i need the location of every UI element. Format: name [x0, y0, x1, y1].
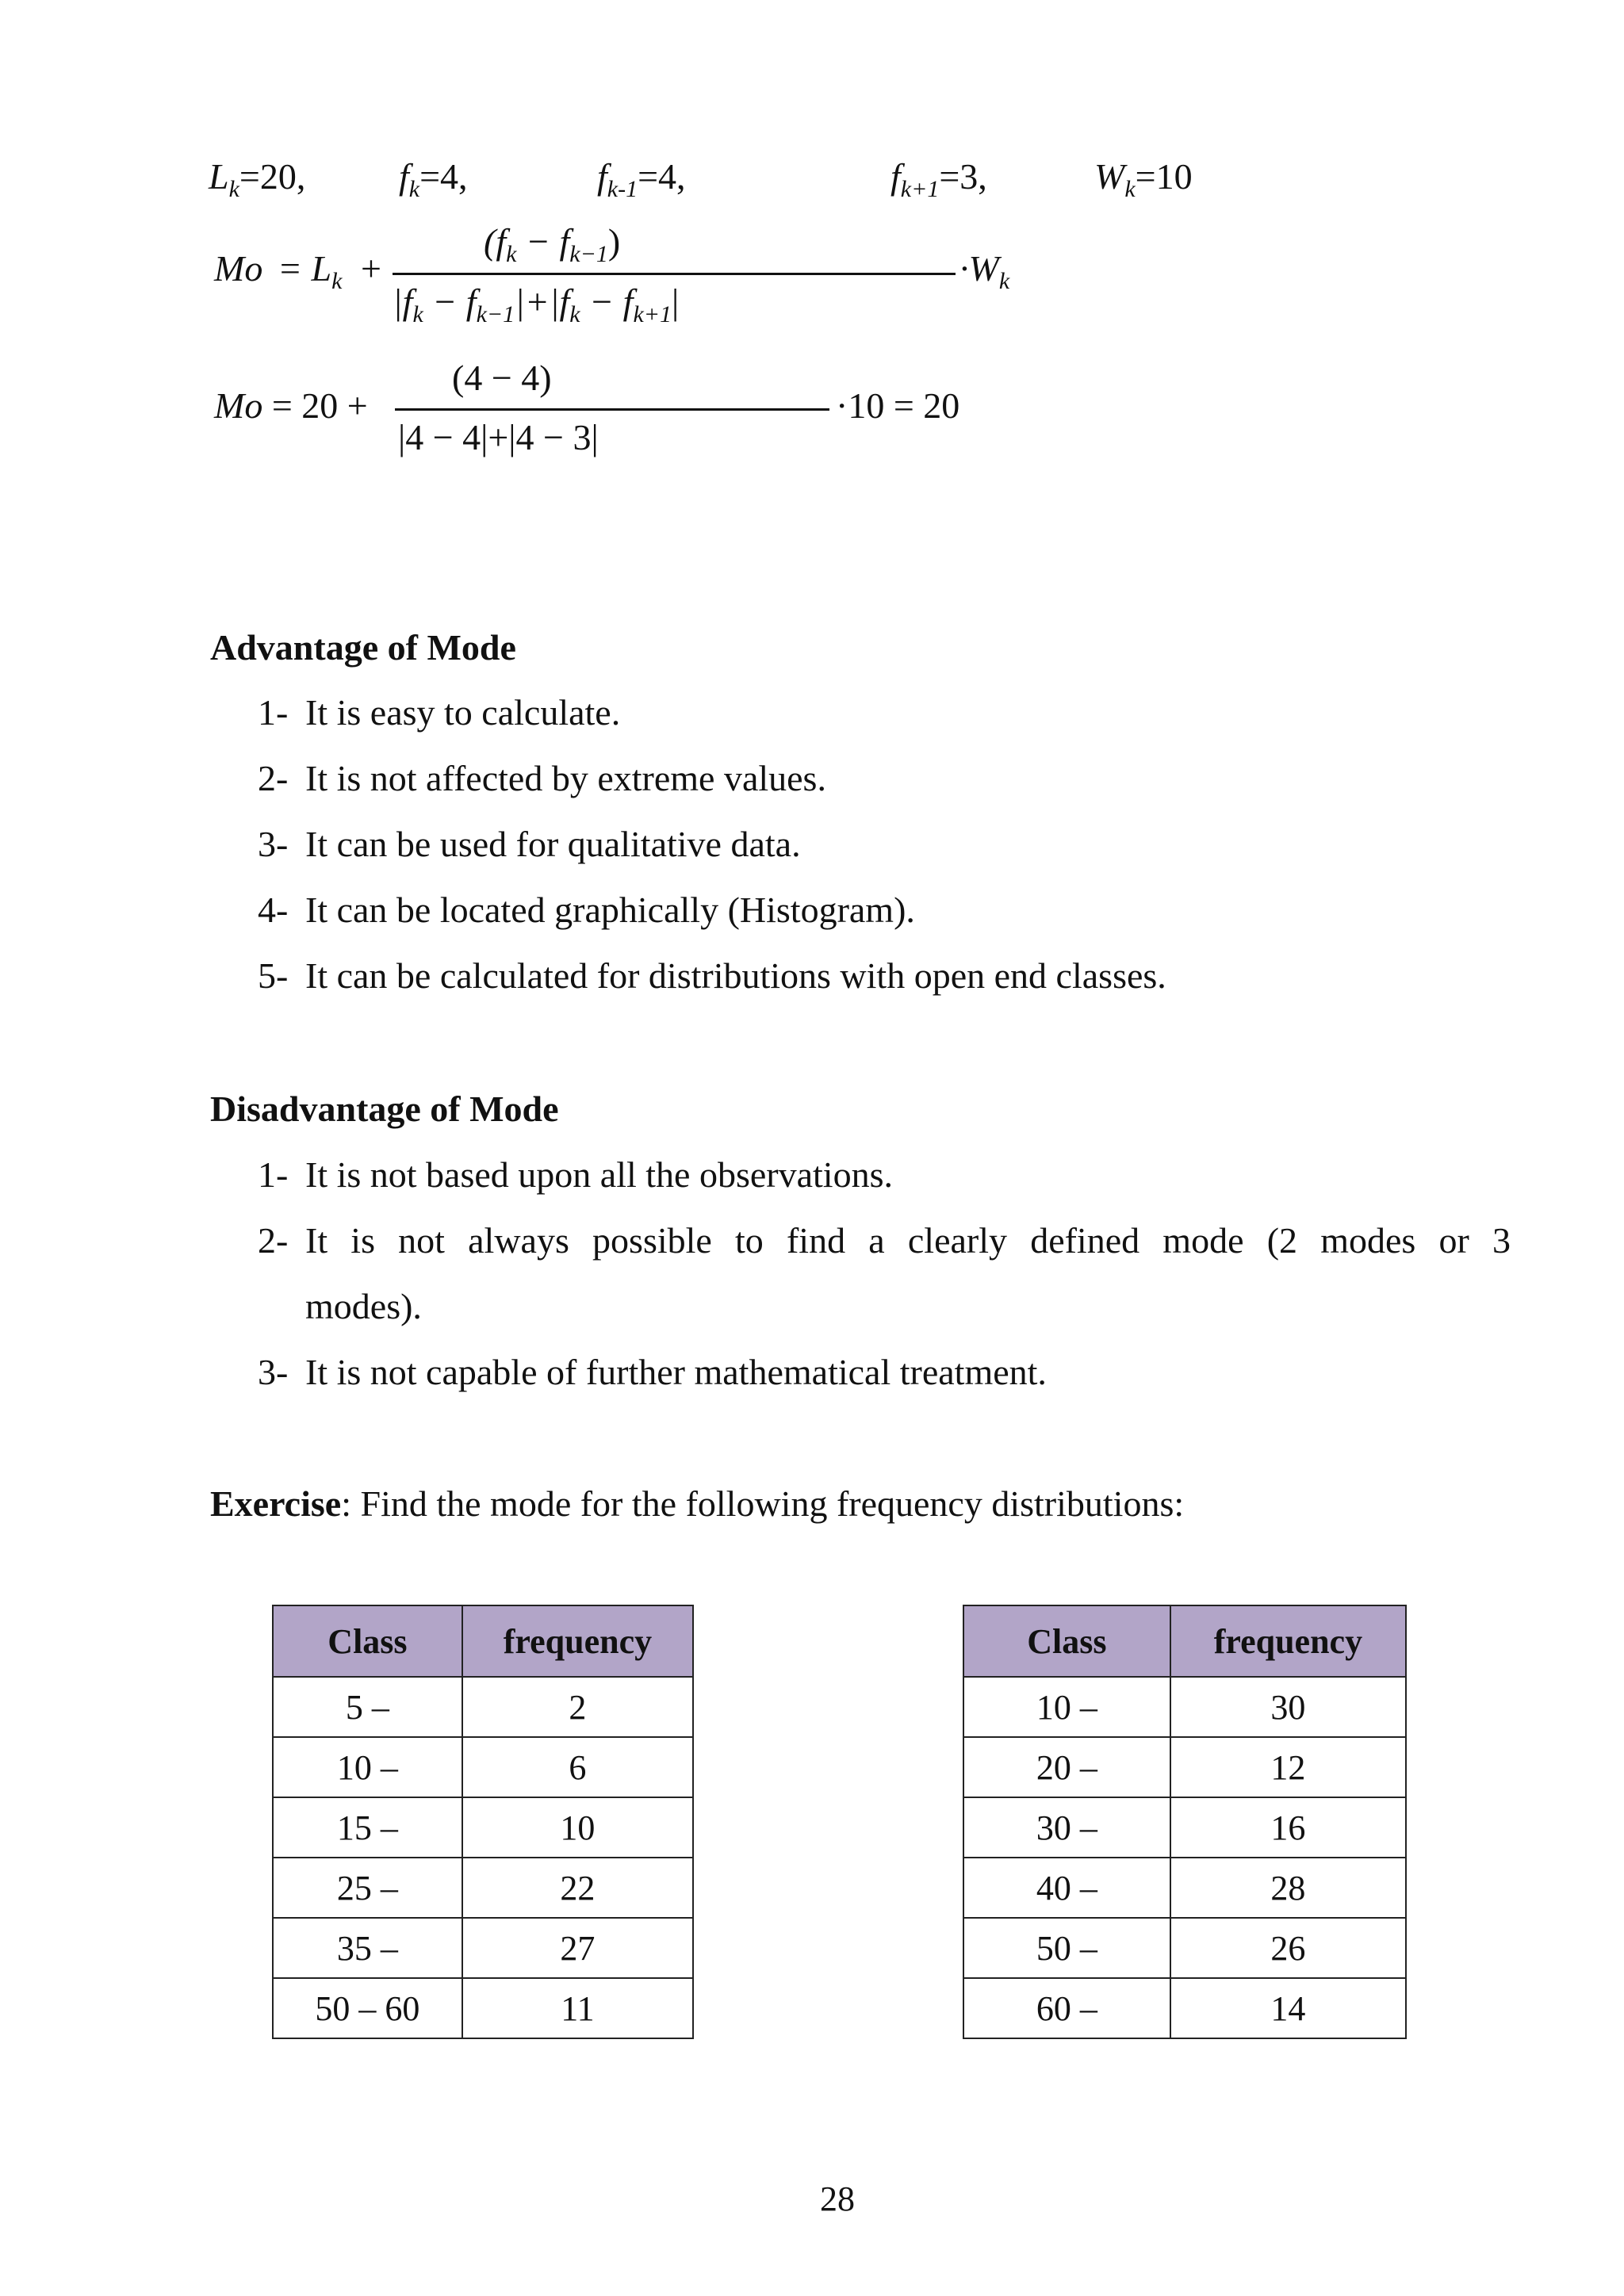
mode-formula: [214, 221, 1010, 335]
class-cell: 25 –: [273, 1858, 462, 1918]
disadvantage-item-text: It is not capable of further mathematical treatment.: [305, 1352, 1047, 1392]
disadvantage-item-number: 2-: [258, 1220, 289, 1261]
class-cell: 10 –: [273, 1737, 462, 1797]
table-row: [963, 1978, 1406, 2038]
table-row: [273, 1858, 693, 1918]
advantage-item-text: It is not affected by extreme values.: [305, 758, 826, 798]
formula-fraction-bar: [393, 273, 956, 275]
advantage-item-number: 1-: [258, 692, 289, 733]
given-fk: $f_k=4$,: [399, 156, 468, 202]
frequency-cell: 16: [1170, 1797, 1406, 1858]
table-row: [273, 1978, 693, 2038]
frequency-table-2: [963, 1605, 1407, 2039]
table-row: [963, 1918, 1406, 1978]
formula-mo: Mo: [214, 248, 263, 289]
given-lk: $L_k=20$,: [209, 156, 306, 202]
advantages-heading: Advantage of Mode: [210, 627, 516, 668]
disadvantages-heading: Disadvantage of Mode: [210, 1089, 559, 1129]
page-number: 28: [820, 2179, 855, 2218]
advantage-item-text: It is easy to calculate.: [305, 692, 621, 733]
class-cell: 50 – 60: [273, 1978, 462, 2038]
disadvantage-item-text: It is not always possible to find a clearly defined mode (2 modes or 3: [305, 1220, 1511, 1261]
given-wk: $W_k=10$: [1094, 156, 1193, 202]
class-cell: 30 –: [963, 1797, 1170, 1858]
class-cell: 20 –: [963, 1737, 1170, 1797]
given-fk-plus-1: $f_{k+1}=3$,: [891, 156, 987, 202]
advantage-item-number: 5-: [258, 955, 289, 996]
class-cell: 35 –: [273, 1918, 462, 1978]
advantage-item-text: It can be located graphically (Histogram).: [305, 890, 915, 930]
exercise-label: Exercise: [210, 1483, 342, 1524]
frequency-cell: 6: [462, 1737, 693, 1797]
frequency-cell: 14: [1170, 1978, 1406, 2038]
disadvantage-item-continuation: modes).: [305, 1286, 422, 1326]
table1-header-frequency: frequency: [462, 1605, 693, 1677]
calc-lhs: Mo = 20 +: [214, 385, 368, 426]
frequency-cell: 11: [462, 1978, 693, 2038]
frequency-cell: 22: [462, 1858, 693, 1918]
frequency-cell: 10: [462, 1797, 693, 1858]
frequency-cell: 2: [462, 1677, 693, 1737]
table-row: [963, 1797, 1406, 1858]
table-row: [273, 1737, 693, 1797]
disadvantage-item-number: 1-: [258, 1154, 289, 1195]
class-cell: 50 –: [963, 1918, 1170, 1978]
table-row: [963, 1677, 1406, 1737]
advantage-item-number: 2-: [258, 758, 289, 798]
frequency-table-1: [272, 1605, 694, 2039]
table1-header-class: Class: [273, 1605, 462, 1677]
table-row: [963, 1858, 1406, 1918]
table-row: [273, 1797, 693, 1858]
disadvantage-item-text: It is not based upon all the observations.: [305, 1154, 893, 1195]
class-cell: 15 –: [273, 1797, 462, 1858]
formula-equals-lk: = $L_k$: [278, 248, 343, 294]
formula-denominator: $|f_k - f_{k-1}|+|f_k - f_{k+1}|$: [393, 281, 680, 327]
table-row: [273, 1677, 693, 1737]
exercise-line: [210, 1483, 1184, 1525]
formula-numerator: $(f_k - f_{k-1})$: [484, 221, 621, 267]
class-cell: 10 –: [963, 1677, 1170, 1737]
frequency-cell: 28: [1170, 1858, 1406, 1918]
advantage-item-text: It can be calculated for distributions with open end classes.: [305, 955, 1166, 996]
class-cell: 5 –: [273, 1677, 462, 1737]
formula-times-wk: $\cdot W_k$: [959, 248, 1010, 294]
frequency-cell: 27: [462, 1918, 693, 1978]
table-row: [963, 1737, 1406, 1797]
disadvantage-item-number: 3-: [258, 1352, 289, 1392]
exercise-text: : Find the mode for the following frequency distributions:: [341, 1483, 1185, 1524]
calc-numerator: (4 − 4): [452, 358, 552, 398]
calc-fraction-bar: [395, 408, 829, 411]
advantage-item-number: 3-: [258, 824, 289, 864]
table-row: [273, 1918, 693, 1978]
frequency-cell: 12: [1170, 1737, 1406, 1797]
given-fk-minus-1: $f_{k-1}=4$,: [597, 156, 686, 202]
table2-header-class: Class: [963, 1605, 1170, 1677]
frequency-cell: 30: [1170, 1677, 1406, 1737]
class-cell: 40 –: [963, 1858, 1170, 1918]
frequency-cell: 26: [1170, 1918, 1406, 1978]
mode-calculation: [214, 358, 960, 472]
table2-header-frequency: frequency: [1170, 1605, 1406, 1677]
formula-plus: +: [361, 248, 381, 289]
class-cell: 60 –: [963, 1978, 1170, 2038]
calc-rhs: ·10 = 20: [836, 385, 960, 426]
advantage-item-text: It can be used for qualitative data.: [305, 824, 801, 864]
advantage-item-number: 4-: [258, 890, 289, 930]
calc-denominator: |4 − 4|+|4 − 3|: [398, 417, 599, 457]
